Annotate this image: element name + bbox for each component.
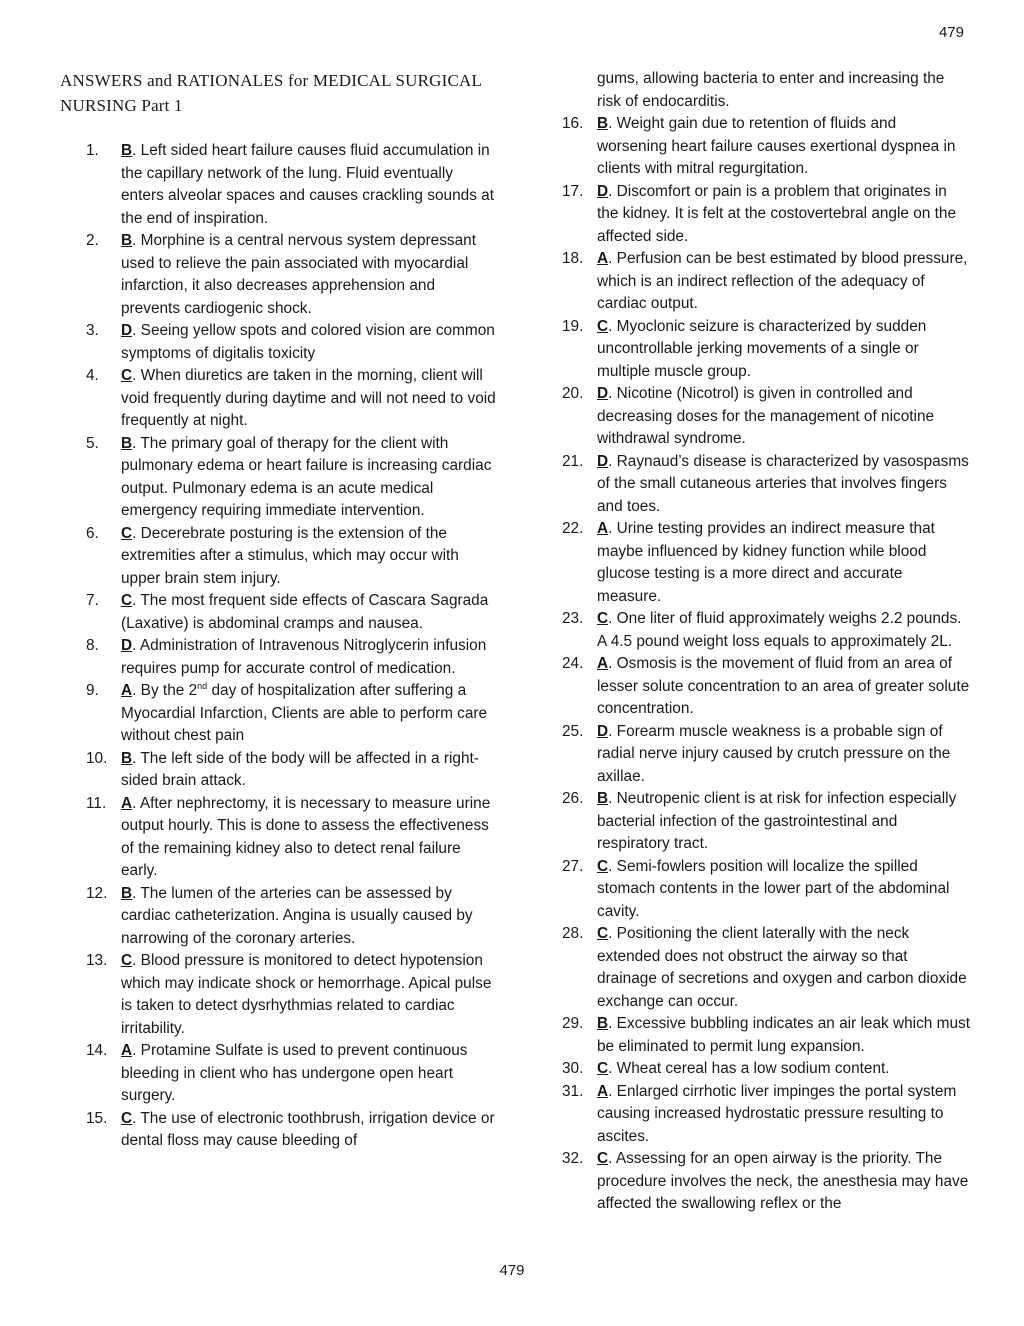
rationale-text: . By the 2: [132, 682, 198, 699]
item-number: 15.: [86, 1109, 108, 1127]
rationale-text: . Weight gain due to retention of fluids and worsening heart failure causes exertional dyspnea in clients with mitral regurgitation.: [597, 115, 956, 177]
list-item: [86, 950, 496, 1040]
rationale-text: . Urine testing provides an indirect measure that maybe influenced by kidney function while blood glucose testing is a more direct and accurate measure.: [597, 520, 935, 605]
item-number: 12.: [86, 884, 108, 902]
list-item: [562, 248, 970, 316]
rationale-text: . Blood pressure is monitored to detect hypotension which may indicate shock or hemorrhage. Apical pulse is taken to detect dysrhythmias related to cardiac irritability.: [121, 952, 492, 1037]
answer-letter: D: [597, 452, 609, 470]
item-number: 9.: [86, 682, 99, 699]
answer-letter: A: [597, 1082, 609, 1100]
title-line-1: ANSWERS and RATIONALES for MEDICAL SURGICAL: [60, 71, 483, 90]
rationale-text: . The left side of the body will be affected in a right-sided brain attack.: [121, 749, 479, 789]
item-number: 8.: [86, 637, 99, 654]
item-number: 16.: [562, 115, 584, 132]
rationale-text: . Decerebrate posturing is the extension of the extremities after a stimulus, which may occur with upper brain stem injury.: [121, 524, 459, 587]
rationale-text: . Forearm muscle weakness is a probable sign of radial nerve injury caused by crutch pressure on the axillae.: [597, 722, 951, 785]
rationale-text: . The lumen of the arteries can be assessed by cardiac catheterization. Angina is usually caused by narrowing of the coronary arteries.: [121, 884, 473, 947]
item-number: 20.: [562, 385, 584, 402]
list-item: [86, 365, 496, 433]
item-number: 28.: [562, 925, 584, 942]
answer-letter: A: [121, 682, 133, 699]
answer-letter: C: [121, 952, 133, 969]
rationale-text: . Discomfort or pain is a problem that originates in the kidney. It is felt at the costovertebral angle on the affected side.: [597, 182, 957, 245]
item-number: 11.: [86, 794, 107, 812]
rationale-text: . Morphine is a central nervous system depressant used to relieve the pain associated with myocardial infarction, it also decreases apprehension and prevents cardiogenic shock.: [121, 232, 477, 317]
list-item: [86, 590, 496, 635]
list-item: [562, 316, 970, 384]
answer-letter: D: [597, 385, 609, 402]
answer-letter: A: [597, 250, 609, 267]
answer-letter: C: [121, 524, 133, 542]
ordinal-suffix: nd: [197, 680, 208, 691]
list-item: [562, 1058, 970, 1081]
answer-letter: B: [597, 115, 609, 132]
page-title: [60, 68, 500, 118]
item-number: 23.: [562, 610, 584, 627]
rationale-text: . Seeing yellow spots and colored vision are common symptoms of digitalis toxicity: [121, 322, 495, 362]
answer-letter: D: [597, 722, 609, 740]
rationale-text: . Positioning the client laterally with the neck extended does not obstruct the airway so that drainage of secretions and oxygen and carbon dioxide exchange can occur.: [597, 925, 967, 1010]
rationale-text: . One liter of fluid approximately weighs 2.2 pounds. A 4.5 pound weight loss equals to approximately 2L.: [597, 610, 962, 650]
list-item: [562, 181, 970, 249]
list-item: [86, 140, 496, 230]
answer-letter: D: [121, 322, 133, 339]
title-line-2: NURSING Part 1: [60, 96, 183, 115]
answer-letter: D: [121, 637, 133, 654]
list-item: [562, 788, 970, 856]
answer-letter: B: [121, 884, 133, 902]
list-item: [86, 680, 496, 748]
list-item: [562, 383, 970, 451]
answer-letter: C: [597, 1060, 609, 1077]
rationale-text: . Perfusion can be best estimated by blood pressure, which is an indirect reflection of the adequacy of cardiac output.: [597, 250, 968, 312]
rationale-text: . Left sided heart failure causes fluid accumulation in the capillary network of the lung. Fluid eventually enters alveolar spaces and causes crackling sounds at the end of inspiration.: [121, 142, 495, 227]
rationale-text: . Nicotine (Nicotrol) is given in controlled and decreasing doses for the management of nicotine withdrawal syndrome.: [597, 385, 935, 447]
rationale-text: . Osmosis is the movement of fluid from an area of lesser solute concentration to an area of greater solute concentration.: [597, 655, 970, 717]
rationale-text: . Enlarged cirrhotic liver impinges the portal system causing increased hydrostatic pressure resulting to ascites.: [597, 1082, 957, 1145]
list-item: [562, 856, 970, 924]
item-number: 21.: [562, 452, 584, 470]
item-number: 1.: [86, 142, 99, 159]
rationale-text: . Excessive bubbling indicates an air leak which must be eliminated to permit lung expansion.: [597, 1015, 970, 1055]
list-item: [562, 1081, 970, 1149]
list-item: [562, 608, 970, 653]
item-number: 7.: [86, 592, 99, 609]
list-item: [86, 748, 496, 793]
list-item: [562, 1148, 970, 1216]
item-number: 24.: [562, 655, 584, 672]
answer-letter: C: [597, 317, 609, 335]
answer-letter: C: [597, 610, 609, 627]
item-number: 32.: [562, 1150, 584, 1167]
item-number: 18.: [562, 250, 584, 267]
list-item: [86, 433, 496, 523]
list-item: [86, 1040, 496, 1108]
answer-letter: C: [597, 925, 609, 942]
item-number: 26.: [562, 790, 584, 807]
rationale-text: . The most frequent side effects of Cascara Sagrada (Laxative) is abdominal cramps and nausea.: [121, 592, 489, 632]
item-number: 27.: [562, 857, 584, 875]
rationale-text: . Neutropenic client is at risk for infection especially bacterial infection of the gastrointestinal and respiratory tract.: [597, 790, 957, 852]
item-number: 4.: [86, 367, 99, 384]
answers-list-right: [562, 68, 970, 1216]
rationale-text: . Semi-fowlers position will localize the spilled stomach contents in the lower part of the abdominal cavity.: [597, 857, 950, 920]
rationale-text: . Assessing for an open airway is the priority. The procedure involves the neck, the anesthesia may have affected the swallowing reflex or the: [597, 1150, 969, 1212]
answer-letter: B: [121, 232, 133, 249]
rationale-text: . After nephrectomy, it is necessary to measure urine output hourly. This is done to assess the effectiveness of the remaining kidney also to detect renal failure early.: [121, 794, 491, 879]
item-number: 5.: [86, 434, 99, 452]
list-item: [562, 1013, 970, 1058]
answer-letter: B: [121, 749, 133, 767]
list-item: [562, 653, 970, 721]
list-item: [86, 523, 496, 591]
item-number: 3.: [86, 322, 99, 339]
answer-letter: C: [597, 1150, 609, 1167]
item-number: 31.: [562, 1082, 584, 1100]
rationale-text: . When diuretics are taken in the morning, client will void frequently during daytime and will not need to void frequently at night.: [121, 367, 496, 429]
answer-letter: B: [121, 142, 133, 159]
rationale-text: . Administration of Intravenous Nitroglycerin infusion requires pump for accurate control of medication.: [121, 637, 487, 677]
rationale-text: . Myoclonic seizure is characterized by sudden uncontrollable jerking movements of a single or multiple muscle group.: [597, 317, 927, 380]
list-item: [562, 113, 970, 181]
answer-letter: C: [121, 367, 133, 384]
rationale-text: . Raynaud’s disease is characterized by vasospasms of the small cutaneous arteries that involves fingers and toes.: [597, 452, 969, 515]
answer-letter: A: [121, 794, 133, 812]
item-number: 6.: [86, 524, 99, 542]
rationale-text: . The use of electronic toothbrush, irrigation device or dental floss may cause bleeding of: [121, 1109, 495, 1149]
item-number: 13.: [86, 952, 108, 969]
list-item: [562, 721, 970, 789]
list-item: [86, 793, 496, 883]
item-number: 19.: [562, 317, 584, 335]
item-number: 2.: [86, 232, 99, 249]
list-item: [86, 883, 496, 951]
rationale-text: . The primary goal of therapy for the client with pulmonary edema or heart failure is increasing cardiac output. Pulmonary edema is an acute medical emergency requiring immediate intervention.: [121, 434, 492, 519]
list-item: [86, 230, 496, 320]
answer-letter: C: [121, 592, 133, 609]
rationale-text-continued: day of hospitalization after suffering a Myocardial Infarction, Clients are able to perform care without chest pain: [121, 682, 488, 744]
page-number-top: 479: [938, 24, 964, 41]
item-number: 22.: [562, 520, 584, 537]
answer-letter: A: [121, 1042, 133, 1059]
answer-letter: B: [121, 434, 133, 452]
list-item: [562, 518, 970, 608]
item-number: 10.: [86, 749, 108, 767]
answer-letter: B: [597, 790, 609, 807]
answer-letter: C: [597, 857, 609, 875]
list-item: [562, 451, 970, 519]
answer-letter: C: [121, 1109, 133, 1127]
rationale-text: . Protamine Sulfate is used to prevent continuous bleeding in client who has undergone open heart surgery.: [121, 1042, 468, 1104]
list-item: [86, 1108, 496, 1153]
list-item: [86, 320, 496, 365]
item-number: 29.: [562, 1015, 584, 1032]
item-number: 30.: [562, 1060, 584, 1077]
item-number: 25.: [562, 722, 584, 740]
answer-letter: B: [597, 1015, 609, 1032]
item-number: 17.: [562, 182, 584, 200]
rationale-text: . Wheat cereal has a low sodium content.: [608, 1060, 890, 1077]
answer-letter: D: [597, 182, 609, 200]
item-number: 14.: [86, 1042, 108, 1059]
list-item: [86, 635, 496, 680]
answer-letter: A: [597, 520, 609, 537]
list-item: [562, 923, 970, 1013]
continued-rationale: gums, allowing bacteria to enter and increasing the risk of endocarditis.: [597, 70, 945, 110]
page-number-bottom: 479: [499, 1262, 525, 1279]
answers-list-left: [86, 140, 496, 1153]
answer-letter: A: [597, 655, 609, 672]
